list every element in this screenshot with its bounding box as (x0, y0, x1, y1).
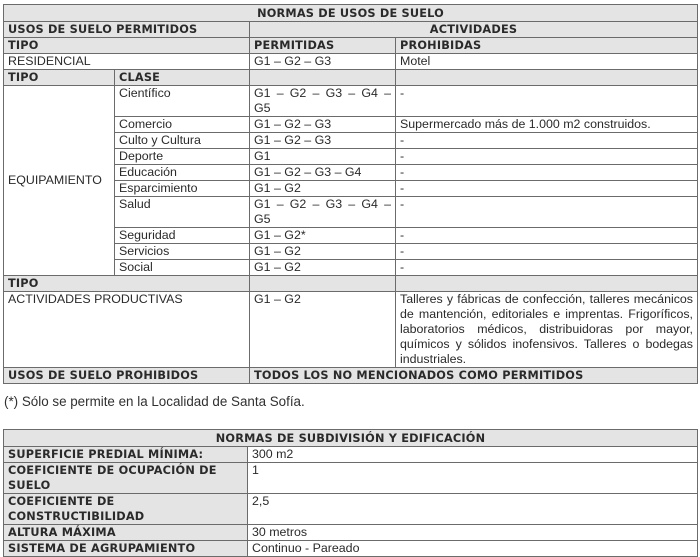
productivas-tipo-header: TIPO (4, 276, 250, 292)
agrupamiento-value: Continuo - Pareado (248, 541, 698, 557)
productivas-prohibidas: Talleres y fábricas de confección, talleres mecánicos de mantención, editoriales e imprentas. Frigoríficos, laboratorios médicos, distribuidoras por mayor, químicos y sólidos inofensivos. Talleres o bodegas industriales. (396, 292, 698, 368)
superficie-label: SUPERFICIE PREDIAL MÍNIMA: (4, 447, 248, 463)
usos-prohibidos-label: USOS DE SUELO PROHIBIDOS (4, 368, 250, 384)
comercio-prohibidas: Supermercado más de 1.000 m2 construidos. (396, 117, 698, 133)
educacion-permitidas: G1 – G2 – G3 – G4 (250, 165, 396, 181)
clase-servicios: Servicios (115, 244, 250, 260)
equipamiento-label: EQUIPAMIENTO (4, 86, 115, 276)
servicios-permitidas: G1 – G2 (250, 244, 396, 260)
productivas-permitidas: G1 – G2 (250, 292, 396, 368)
culto-permitidas: G1 – G2 – G3 (250, 133, 396, 149)
subdivision-table-title: NORMAS DE SUBDIVISIÓN Y EDIFICACIÓN (4, 430, 698, 447)
clase-cientifico: Científico (115, 86, 250, 117)
seguridad-prohibidas: - (396, 228, 698, 244)
salud-permitidas: G1 – G2 – G3 – G4 – G5 (250, 197, 396, 228)
ocupacion-value: 1 (248, 463, 698, 494)
culto-prohibidas: - (396, 133, 698, 149)
clase-culto: Culto y Cultura (115, 133, 250, 149)
clase-educacion: Educación (115, 165, 250, 181)
clase-esparcimiento: Esparcimiento (115, 181, 250, 197)
clase-deporte: Deporte (115, 149, 250, 165)
superficie-value: 300 m2 (248, 447, 698, 463)
actividades-header: ACTIVIDADES (250, 22, 698, 38)
tipo-header: TIPO (4, 38, 250, 54)
permitidas-header: PERMITIDAS (250, 38, 396, 54)
cientifico-permitidas: G1 – G2 – G3 – G4 – G5 (250, 86, 396, 117)
residencial-tipo: RESIDENCIAL (4, 54, 250, 70)
comercio-permitidas: G1 – G2 – G3 (250, 117, 396, 133)
clase-salud: Salud (115, 197, 250, 228)
cientifico-prohibidas: - (396, 86, 698, 117)
servicios-prohibidas: - (396, 244, 698, 260)
prohibidas-header: PROHIBIDAS (396, 38, 698, 54)
constructibilidad-label: COEFICIENTE DE CONSTRUCTIBILIDAD (4, 494, 248, 525)
residencial-permitidas: G1 – G2 – G3 (250, 54, 396, 70)
deporte-prohibidas: - (396, 149, 698, 165)
altura-value: 30 metros (248, 525, 698, 541)
seguridad-permitidas: G1 – G2* (250, 228, 396, 244)
usos-prohibidos-value: TODOS LOS NO MENCIONADOS COMO PERMITIDOS (250, 368, 698, 384)
usos-table-title: NORMAS DE USOS DE SUELO (4, 5, 698, 22)
clase-seguridad: Seguridad (115, 228, 250, 244)
constructibilidad-value: 2,5 (248, 494, 698, 525)
salud-prohibidas: - (396, 197, 698, 228)
clase-social: Social (115, 260, 250, 276)
subdivision-table (3, 429, 698, 557)
footnote: (*) Sólo se permite en la Localidad de Santa Sofía. (4, 394, 305, 409)
esparcimiento-prohibidas: - (396, 181, 698, 197)
ocupacion-label: COEFICIENTE DE OCUPACIÓN DE SUELO (4, 463, 248, 494)
esparcimiento-permitidas: G1 – G2 (250, 181, 396, 197)
social-prohibidas: - (396, 260, 698, 276)
residencial-prohibidas: Motel (396, 54, 698, 70)
educacion-prohibidas: - (396, 165, 698, 181)
deporte-permitidas: G1 (250, 149, 396, 165)
clase-comercio: Comercio (115, 117, 250, 133)
usos-permitidos-header: USOS DE SUELO PERMITIDOS (4, 22, 250, 38)
clase-header: CLASE (115, 70, 250, 86)
usos-de-suelo-table (3, 4, 698, 384)
agrupamiento-label: SISTEMA DE AGRUPAMIENTO (4, 541, 248, 557)
altura-label: ALTURA MÁXIMA (4, 525, 248, 541)
social-permitidas: G1 – G2 (250, 260, 396, 276)
productivas-tipo: ACTIVIDADES PRODUCTIVAS (4, 292, 250, 368)
equipamiento-tipo-header: TIPO (4, 70, 115, 86)
